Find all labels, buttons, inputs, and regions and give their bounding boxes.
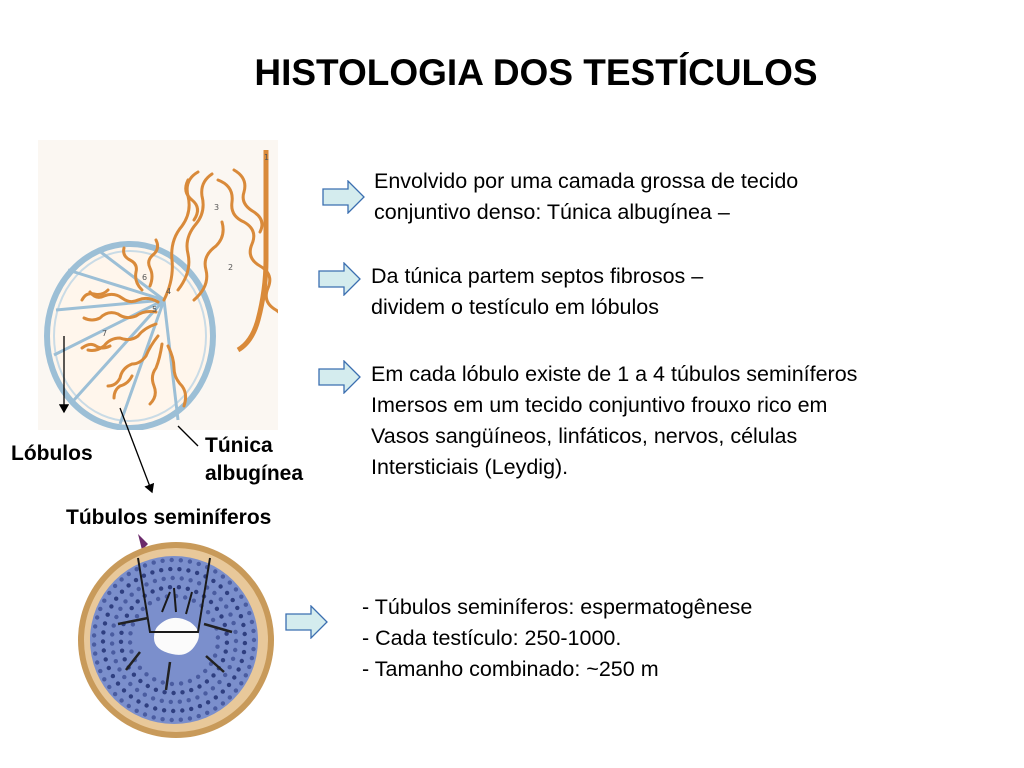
cell-nucleus [102, 677, 106, 681]
cell-nucleus [188, 679, 192, 683]
cell-nucleus [188, 716, 192, 720]
cell-nucleus [125, 614, 129, 618]
cell-nucleus [215, 607, 219, 611]
cell-nucleus [171, 709, 175, 713]
label-tunica-line2: albugínea [205, 462, 304, 485]
cell-nucleus [106, 613, 110, 617]
cell-nucleus [142, 574, 146, 578]
paragraph-line: - Tamanho combinado: ~250 m [362, 657, 659, 681]
cell-nucleus [241, 623, 245, 627]
cell-nucleus [93, 624, 97, 628]
page-title: HISTOLOGIA DOS TESTÍCULOS [254, 52, 818, 93]
paragraph-lobulo [371, 359, 857, 483]
cell-nucleus [187, 698, 191, 702]
tunica-pointer [178, 426, 198, 446]
cell-nucleus [122, 675, 126, 679]
cell-nucleus [205, 711, 209, 715]
cell-nucleus [198, 704, 202, 708]
cell-nucleus [151, 696, 155, 700]
cell-nucleus [188, 559, 192, 563]
cell-nucleus [92, 642, 96, 646]
figure-number: 5 [152, 305, 158, 314]
cell-nucleus [203, 691, 207, 695]
cell-nucleus [111, 674, 115, 678]
cell-nucleus [138, 679, 142, 683]
cell-nucleus [114, 615, 118, 619]
cell-nucleus [189, 707, 193, 711]
cell-nucleus [244, 673, 248, 677]
cell-nucleus [194, 590, 198, 594]
paragraph-line: Da túnica partem septos fibrosos – [371, 264, 704, 288]
cell-nucleus [95, 660, 99, 664]
cell-nucleus [209, 600, 213, 604]
cell-nucleus [113, 692, 117, 696]
tubule-cross-section [78, 532, 278, 742]
cell-nucleus [135, 709, 139, 713]
paragraph-line: Em cada lóbulo existe de 1 a 4 túbulos seminíferos [371, 362, 858, 386]
cell-nucleus [144, 703, 148, 707]
cell-nucleus [111, 650, 115, 654]
cell-nucleus [217, 680, 221, 684]
cell-nucleus [143, 563, 147, 567]
paragraph-line: conjuntivo denso: Túnica albugínea – [374, 200, 730, 224]
cell-nucleus [152, 677, 156, 681]
cell-nucleus [153, 706, 157, 710]
label-tubulos-seminiferos: Túbulos seminíferos [66, 506, 272, 529]
cell-nucleus [177, 585, 181, 589]
cell-nucleus [144, 582, 148, 586]
figure-number: 7 [102, 329, 108, 338]
cell-nucleus [112, 623, 116, 627]
cell-nucleus [136, 699, 140, 703]
cell-nucleus [150, 570, 154, 574]
cell-nucleus [180, 708, 184, 712]
figure-number: 6 [142, 273, 148, 282]
cell-nucleus [215, 645, 219, 649]
cell-nucleus [178, 700, 182, 704]
cell-nucleus [128, 682, 132, 686]
cell-nucleus [127, 704, 131, 708]
cell-nucleus [195, 571, 199, 575]
cell-nucleus [117, 667, 121, 671]
cell-nucleus [131, 622, 135, 626]
cell-nucleus [129, 694, 133, 698]
cell-nucleus [159, 586, 163, 590]
cell-nucleus [228, 612, 232, 616]
cell-nucleus [95, 615, 99, 619]
cell-nucleus [221, 701, 225, 705]
cell-nucleus [110, 641, 114, 645]
paragraph-line: Imersos em um tecido conjuntivo frouxo rico em [371, 393, 828, 417]
arrow-icon [318, 262, 362, 296]
cell-nucleus [150, 589, 154, 593]
cell-nucleus [223, 673, 227, 677]
cell-nucleus [127, 572, 131, 576]
cell-nucleus [228, 695, 232, 699]
cell-nucleus [148, 601, 152, 605]
cell-nucleus [144, 672, 148, 676]
cell-nucleus [104, 657, 108, 661]
cell-nucleus [247, 611, 251, 615]
cell-nucleus [223, 623, 227, 627]
cell-nucleus [98, 669, 102, 673]
cell-nucleus [169, 700, 173, 704]
cell-nucleus [154, 688, 158, 692]
cell-nucleus [224, 604, 228, 608]
cell-nucleus [161, 680, 165, 684]
cell-nucleus [160, 699, 164, 703]
cell-nucleus [179, 718, 183, 722]
cell-nucleus [152, 560, 156, 564]
cell-nucleus [227, 683, 231, 687]
figure-number: 3 [214, 203, 220, 212]
paragraph-septos [371, 261, 703, 323]
cell-nucleus [239, 595, 243, 599]
cell-nucleus [128, 631, 132, 635]
paragraph-line: Intersticiais (Leydig). [371, 455, 569, 479]
cell-nucleus [213, 569, 217, 573]
cell-nucleus [233, 630, 237, 634]
paragraph-line: Envolvido por uma camada grossa de tecido [374, 169, 799, 193]
paragraph-line: - Cada testículo: 250-1000. [362, 626, 622, 650]
cell-nucleus [188, 578, 192, 582]
cell-nucleus [221, 658, 225, 662]
cell-nucleus [92, 633, 96, 637]
cell-nucleus [221, 574, 225, 578]
cell-nucleus [234, 688, 238, 692]
cell-nucleus [179, 681, 183, 685]
cell-nucleus [141, 607, 145, 611]
cell-nucleus [231, 598, 235, 602]
cell-nucleus [134, 578, 138, 582]
cell-nucleus [235, 606, 239, 610]
cell-nucleus [197, 684, 201, 688]
cell-nucleus [119, 640, 123, 644]
paragraph-line: - Túbulos seminíferos: espermatogênese [362, 595, 753, 619]
cell-nucleus [120, 649, 124, 653]
cell-nucleus [211, 579, 215, 583]
cell-nucleus [211, 618, 215, 622]
cell-nucleus [183, 595, 187, 599]
cell-nucleus [251, 647, 255, 651]
cell-nucleus [219, 597, 223, 601]
cell-nucleus [119, 631, 123, 635]
cell-nucleus [146, 684, 150, 688]
cell-nucleus [143, 693, 147, 697]
cell-nucleus [236, 667, 240, 671]
cell-nucleus [170, 558, 174, 562]
cell-nucleus [232, 675, 236, 679]
cell-nucleus [234, 587, 238, 591]
cell-nucleus [247, 665, 251, 669]
cell-nucleus [250, 620, 254, 624]
cell-nucleus [240, 659, 244, 663]
cell-nucleus [213, 653, 217, 657]
cell-nucleus [195, 695, 199, 699]
cell-nucleus [162, 577, 166, 581]
cell-nucleus [143, 712, 147, 716]
cell-nucleus [102, 599, 106, 603]
paragraph-tunica [374, 166, 798, 228]
cell-nucleus [153, 579, 157, 583]
cell-nucleus [212, 591, 216, 595]
arrow-icon [285, 605, 329, 639]
cell-nucleus [211, 673, 215, 677]
cell-nucleus [126, 583, 130, 587]
cell-nucleus [216, 635, 220, 639]
cell-nucleus [242, 650, 246, 654]
cell-nucleus [203, 669, 207, 673]
cell-nucleus [168, 567, 172, 571]
figure-number: 2 [228, 263, 234, 272]
label-tunica-line1: Túnica [205, 434, 273, 457]
cell-nucleus [103, 621, 107, 625]
cell-nucleus [159, 568, 163, 572]
cell-nucleus [250, 656, 254, 660]
cell-nucleus [122, 688, 126, 692]
cell-nucleus [234, 639, 238, 643]
cell-nucleus [135, 567, 139, 571]
cell-nucleus [189, 688, 193, 692]
cell-nucleus [224, 649, 228, 653]
cell-nucleus [113, 584, 117, 588]
cell-nucleus [218, 584, 222, 588]
cell-nucleus [136, 599, 140, 603]
label-lobulos: Lóbulos [11, 442, 93, 465]
cell-nucleus [109, 604, 113, 608]
arrow-icon [318, 360, 362, 394]
cell-nucleus [231, 621, 235, 625]
cell-nucleus [119, 698, 123, 702]
cell-nucleus [228, 580, 232, 584]
cell-nucleus [211, 686, 215, 690]
cell-nucleus [243, 641, 247, 645]
cell-nucleus [239, 681, 243, 685]
paragraph-tubulos [362, 592, 752, 685]
cell-nucleus [135, 688, 139, 692]
cell-nucleus [192, 599, 196, 603]
cell-nucleus [107, 666, 111, 670]
arrow-icon [322, 180, 366, 214]
cell-nucleus [162, 708, 166, 712]
figure-number: 4 [166, 287, 172, 296]
cell-nucleus [244, 603, 248, 607]
figure-number: 1 [264, 153, 270, 162]
cell-nucleus [221, 689, 225, 693]
cell-nucleus [197, 581, 201, 585]
cell-nucleus [233, 648, 237, 652]
cell-nucleus [214, 695, 218, 699]
cell-nucleus [107, 591, 111, 595]
cell-nucleus [206, 610, 210, 614]
cell-nucleus [160, 717, 164, 721]
cell-nucleus [171, 576, 175, 580]
cell-nucleus [219, 614, 223, 618]
cell-nucleus [132, 673, 136, 677]
cell-nucleus [156, 597, 160, 601]
cell-nucleus [239, 614, 243, 618]
cell-nucleus [135, 614, 139, 618]
cell-nucleus [102, 648, 106, 652]
cell-nucleus [138, 666, 142, 670]
paragraph-line: dividem o testículo em lóbulos [371, 295, 660, 319]
label-tunica-albuginea [205, 432, 303, 488]
tubulos-pointer [120, 408, 152, 492]
cell-nucleus [119, 577, 123, 581]
cell-nucleus [205, 679, 209, 683]
cell-nucleus [228, 665, 232, 669]
cell-nucleus [129, 649, 133, 653]
cell-nucleus [114, 597, 118, 601]
cell-nucleus [197, 714, 201, 718]
cell-nucleus [137, 587, 141, 591]
cell-nucleus [225, 641, 229, 645]
cell-nucleus [123, 599, 127, 603]
paragraph-line: Vasos sangüíneos, linfáticos, nervos, células [371, 424, 798, 448]
cell-nucleus [162, 690, 166, 694]
cell-nucleus [196, 675, 200, 679]
cell-nucleus [171, 691, 175, 695]
cell-nucleus [170, 718, 174, 722]
cell-nucleus [197, 562, 201, 566]
cell-nucleus [110, 632, 114, 636]
cell-nucleus [116, 681, 120, 685]
cell-nucleus [160, 559, 164, 563]
cell-nucleus [152, 715, 156, 719]
cell-nucleus [93, 651, 97, 655]
cell-nucleus [118, 607, 122, 611]
cell-nucleus [120, 590, 124, 594]
cell-nucleus [114, 659, 118, 663]
cell-nucleus [243, 632, 247, 636]
cell-nucleus [186, 568, 190, 572]
cell-nucleus [179, 558, 183, 562]
cell-nucleus [177, 567, 181, 571]
cell-nucleus [128, 640, 132, 644]
cell-nucleus [123, 657, 127, 661]
cell-nucleus [252, 638, 256, 642]
cell-nucleus [186, 587, 190, 591]
cell-nucleus [170, 682, 174, 686]
cell-nucleus [101, 639, 105, 643]
cell-nucleus [231, 657, 235, 661]
cell-nucleus [130, 593, 134, 597]
cell-nucleus [225, 591, 229, 595]
cell-nucleus [206, 700, 210, 704]
cell-nucleus [180, 690, 184, 694]
cell-nucleus [98, 607, 102, 611]
cell-nucleus [168, 585, 172, 589]
cell-nucleus [180, 576, 184, 580]
cell-nucleus [213, 706, 217, 710]
cell-nucleus [107, 685, 111, 689]
cell-nucleus [251, 629, 255, 633]
cell-nucleus [130, 606, 134, 610]
cell-nucleus [101, 630, 105, 634]
